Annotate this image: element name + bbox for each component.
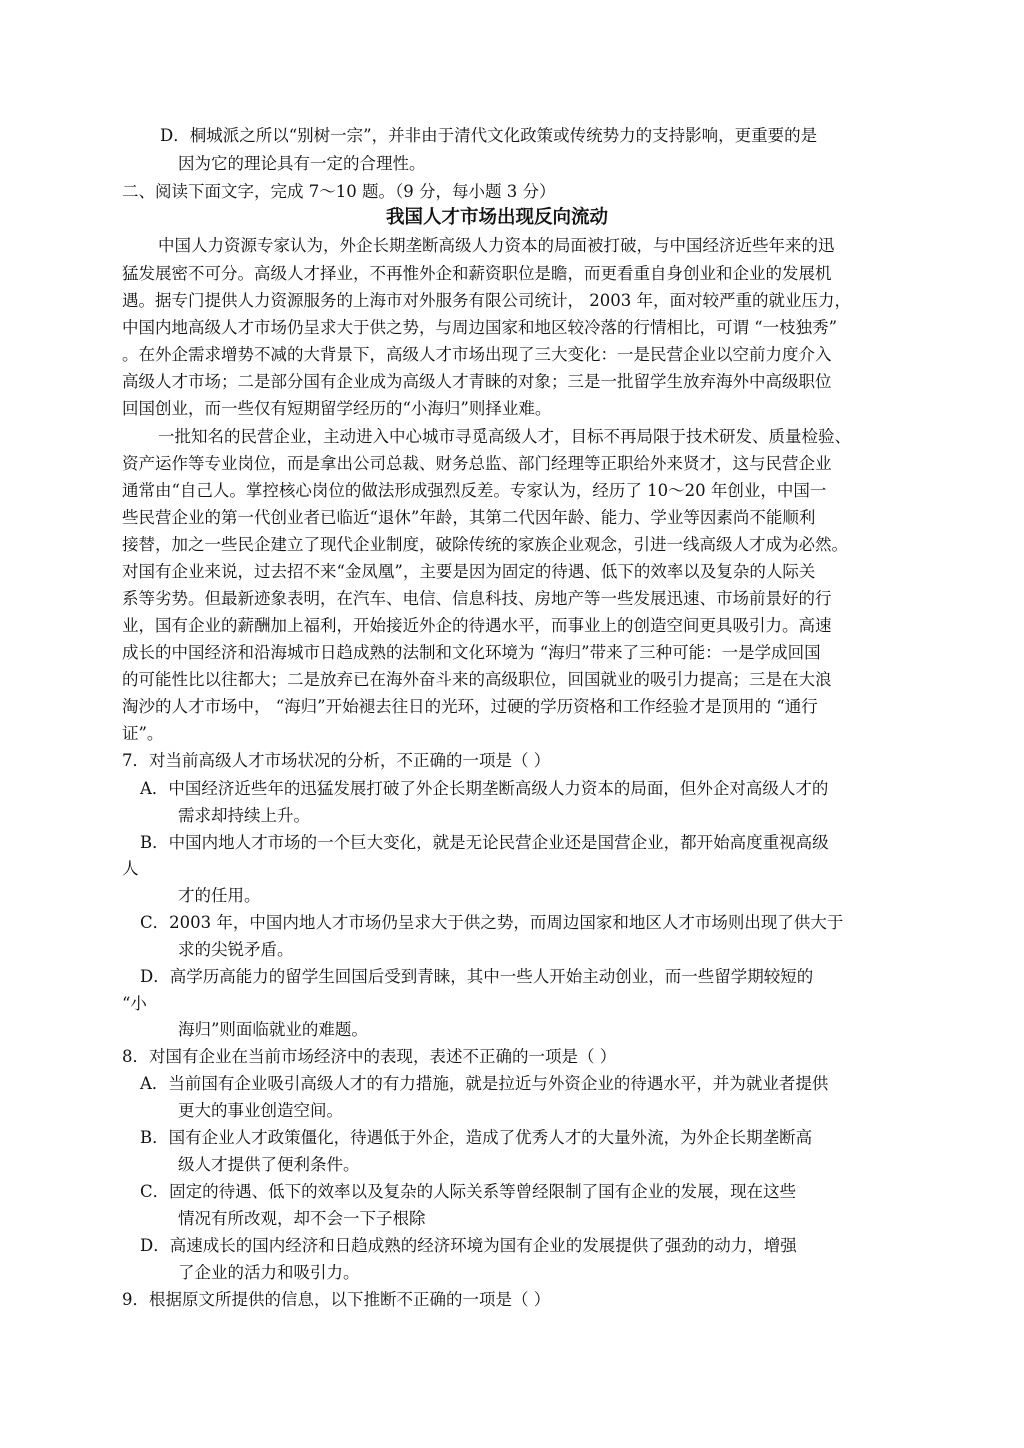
paragraph-line: 证”。 [122, 724, 164, 743]
paragraph-line: 淘沙的人才市场中， “海归”开始褪去往日的光环，过硬的学历资格和工作经验才是顶用的 “通行 [122, 697, 818, 716]
article-title: 我国人才市场出现反向流动 [386, 207, 609, 228]
question-stem: 8．对国有企业在当前市场经济中的表现，表述不正确的一项是（ ） [122, 1047, 617, 1066]
paragraph-line: 回国创业，而一些仅有短期留学经历的“小海归”则择业难。 [122, 399, 552, 418]
option-d: D．高速成长的国内经济和日趋成熟的经济环境为国有企业的发展提供了强劲的动力，增强 [140, 1236, 797, 1255]
paragraph-line: 一批知名的民营企业，主动进入中心城市寻觅高级人才，目标不再局限于技术研发、质量检验、 [158, 427, 851, 446]
prev-option-d-line2: 因为它的理论具有一定的合理性。 [178, 154, 426, 173]
paragraph-line: 对国有企业来说，过去招不来“金凤凰”，主要是因为固定的待遇、低下的效率以及复杂的人际关 [122, 562, 816, 581]
paragraph-line: 的可能性比以往都大；二是放弃已在海外奋斗来的高级职位，回国就业的吸引力提高；三是在大浪 [122, 670, 832, 689]
paragraph-line: 高级人才市场；二是部分国有企业成为高级人才青睐的对象；三是一批留学生放弃海外中高级职位 [122, 372, 832, 391]
section-heading: 二、阅读下面文字，完成 7～10 题。（9 分，每小题 3 分） [122, 182, 556, 201]
paragraph-line: 接替，加之一些民企建立了现代企业制度，破除传统的家族企业观念，引进一线高级人才成为必然。 [122, 535, 848, 554]
option-a: A．中国经济近些年的迅猛发展打破了外企长期垄断高级人力资本的局面，但外企对高级人才的 [140, 779, 829, 798]
paragraph-line: 通常由“自己人。掌控核心岗位的做法形成强烈反差。专家认为，经历了 10～20 年创业，中国一 [122, 481, 827, 500]
paragraph-line: 些民营企业的第一代创业者已临近“退休”年龄，其第二代因年龄、能力、学业等因素尚不能顺利 [122, 508, 816, 527]
prev-option-d-line1: D．桐城派之所以“别树一宗”，并非由于清代文化政策或传统势力的支持影响，更重要的是 [160, 126, 818, 145]
option-b-cont: 才的任用。 [178, 886, 261, 905]
option-c: C．固定的待遇、低下的效率以及复杂的人际关系等曾经限制了国有企业的发展，现在这些 [140, 1182, 797, 1201]
option-c-cont: 情况有所改观，却不会一下子根除 [178, 1209, 426, 1228]
option-a: A．当前国有企业吸引高级人才的有力措施，就是拉近与外资企业的待遇水平，并为就业者提供 [140, 1074, 829, 1093]
option-b: B．国有企业人才政策僵化，待遇低于外企，造成了优秀人才的大量外流，为外企长期垄断高 [140, 1128, 813, 1147]
option-b-cont: 人 [122, 859, 139, 878]
paragraph-line: 猛发展密不可分。高级人才择业，不再惟外企和薪资职位是瞻，而更看重自身创业和企业的发展机 [122, 264, 832, 283]
paragraph-line: 系等劣势。但最新迹象表明，在汽车、电信、信息科技、房地产等一些发展迅速、市场前景好的行 [122, 589, 832, 608]
option-d-cont: 海归”则面临就业的难题。 [178, 1020, 368, 1039]
question-stem: 7．对当前高级人才市场状况的分析，不正确的一项是（ ） [122, 751, 551, 770]
option-a-cont: 更大的事业创造空间。 [178, 1101, 343, 1120]
option-b-cont: 级人才提供了便利条件。 [178, 1155, 360, 1174]
option-d-cont: 了企业的活力和吸引力。 [178, 1263, 360, 1282]
option-a-cont: 需求却持续上升。 [178, 806, 310, 825]
paragraph-line: 中国人力资源专家认为，外企长期垄断高级人力资本的局面被打破，与中国经济近些年来的迅 [158, 236, 835, 255]
paragraph-line: 遇。据专门提供人力资源服务的上海市对外服务有限公司统计， 2003 年，面对较严重的就业压力， [122, 291, 851, 310]
paragraph-line: 资产运作等专业岗位，而是拿出公司总裁、财务总监、部门经理等正职给外来贤才，这与民营企业 [122, 454, 832, 473]
option-c-cont: 求的尖锐矛盾。 [178, 940, 294, 959]
paragraph-line: 成长的中国经济和沿海城市日趋成熟的法制和文化环境为 “海归”带来了三种可能：一是学成回国 [122, 643, 821, 662]
paragraph-line: 中国内地高级人才市场仍呈求大于供之势，与周边国家和地区较冷落的行情相比，可谓 “一枝独秀” [122, 318, 838, 337]
option-b: B．中国内地人才市场的一个巨大变化，就是无论民营企业还是国营企业，都开始高度重视高级 [140, 833, 829, 852]
option-d-cont: “小 [122, 994, 147, 1013]
question-stem: 9．根据原文所提供的信息，以下推断不正确的一项是（ ） [122, 1290, 551, 1309]
paragraph-line: 。在外企需求增势不减的大背景下，高级人才市场出现了三大变化：一是民营企业以空前力度介入 [122, 345, 832, 364]
option-d: D．高学历高能力的留学生回国后受到青睐，其中一些人开始主动创业，而一些留学期较短的 [140, 967, 814, 986]
paragraph-line: 业，国有企业的薪酬加上福利，开始接近外企的待遇水平，而事业上的创造空间更具吸引力。高速 [122, 616, 832, 635]
option-c: C．2003 年，中国内地人才市场仍呈求大于供之势，而周边国家和地区人才市场则出现了供大于 [140, 913, 844, 932]
